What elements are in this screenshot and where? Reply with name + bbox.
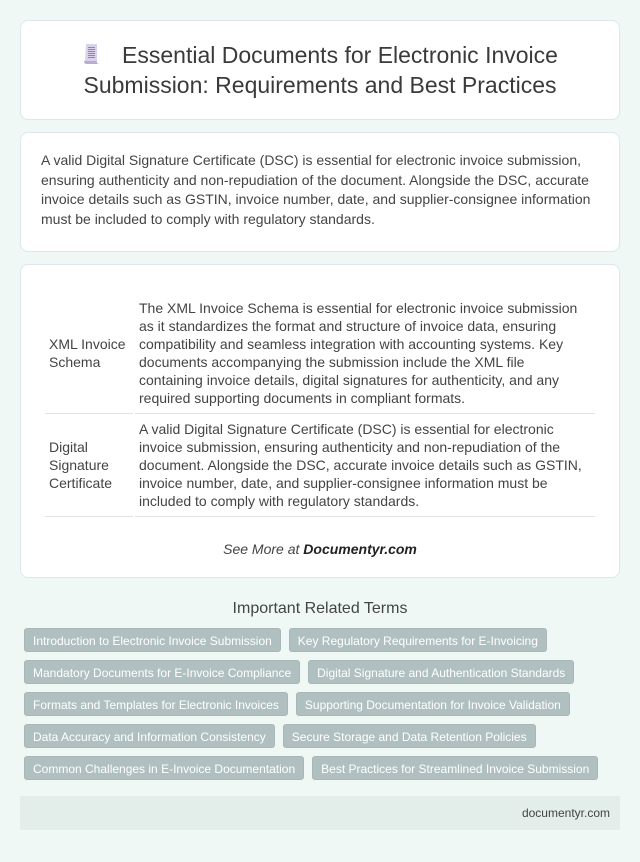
row-description: A valid Digital Signature Certificate (DSC) is essential for electronic invoice submission, ensuring authenticity and non-repudiation of the document. Alongside the DSC, accurate invoice details such as GSTIN, invoice number, date, and supplier-consignee information must be included to comply with regulatory standards. <box>135 414 595 517</box>
related-term-tag[interactable]: Introduction to Electronic Invoice Submission <box>24 628 281 652</box>
related-term-tag[interactable]: Best Practices for Streamlined Invoice Submission <box>312 756 598 780</box>
intro-card <box>20 132 620 252</box>
related-term-tag[interactable]: Common Challenges in E-Invoice Documentation <box>24 756 304 780</box>
related-term-tag[interactable]: Mandatory Documents for E-Invoice Compliance <box>24 660 300 684</box>
see-more-link[interactable]: Documentyr.com <box>303 541 417 557</box>
page-title <box>61 40 579 100</box>
intro-text: A valid Digital Signature Certificate (DSC) is essential for electronic invoice submission, ensuring authenticity and non-repudiation of the document. Alongside the DSC, accurate invoice details such as GSTIN, invoice number, date, and supplier-consignee information must be included to comply with regulatory standards. <box>41 152 591 227</box>
related-term-tag[interactable]: Formats and Templates for Electronic Invoices <box>24 692 288 716</box>
see-more-prefix: See More at <box>223 541 304 557</box>
documents-table <box>43 293 597 517</box>
receipt-icon <box>82 42 102 62</box>
related-term-tag[interactable]: Digital Signature and Authentication Standards <box>308 660 574 684</box>
table-row <box>45 293 595 414</box>
see-more <box>43 541 597 557</box>
row-label: Digital Signature Certificate <box>45 414 133 517</box>
related-terms-title: Important Related Terms <box>232 600 408 617</box>
row-label: XML Invoice Schema <box>45 293 133 414</box>
table-card <box>20 264 620 578</box>
footer-site-link[interactable]: documentyr.com <box>521 806 610 820</box>
footer <box>20 796 620 830</box>
page-title-text: Essential Documents for Electronic Invoice Submission: Requirements and Best Practices <box>83 42 558 98</box>
related-term-tag[interactable]: Supporting Documentation for Invoice Validation <box>296 692 570 716</box>
related-terms-list <box>20 628 620 780</box>
table-row <box>45 414 595 517</box>
related-term-tag[interactable]: Key Regulatory Requirements for E-Invoicing <box>289 628 547 652</box>
related-term-tag[interactable]: Data Accuracy and Information Consistency <box>24 724 275 748</box>
related-term-tag[interactable]: Secure Storage and Data Retention Policies <box>283 724 536 748</box>
row-description: The XML Invoice Schema is essential for electronic invoice submission as it standardizes the format and structure of invoice data, ensuring compatibility and seamless integration with accounting systems. Key documents accompanying the submission include the XML file containing invoice details, digital signatures for authenticity, and any required supporting documents in compliant formats. <box>135 293 595 414</box>
title-card <box>20 20 620 120</box>
